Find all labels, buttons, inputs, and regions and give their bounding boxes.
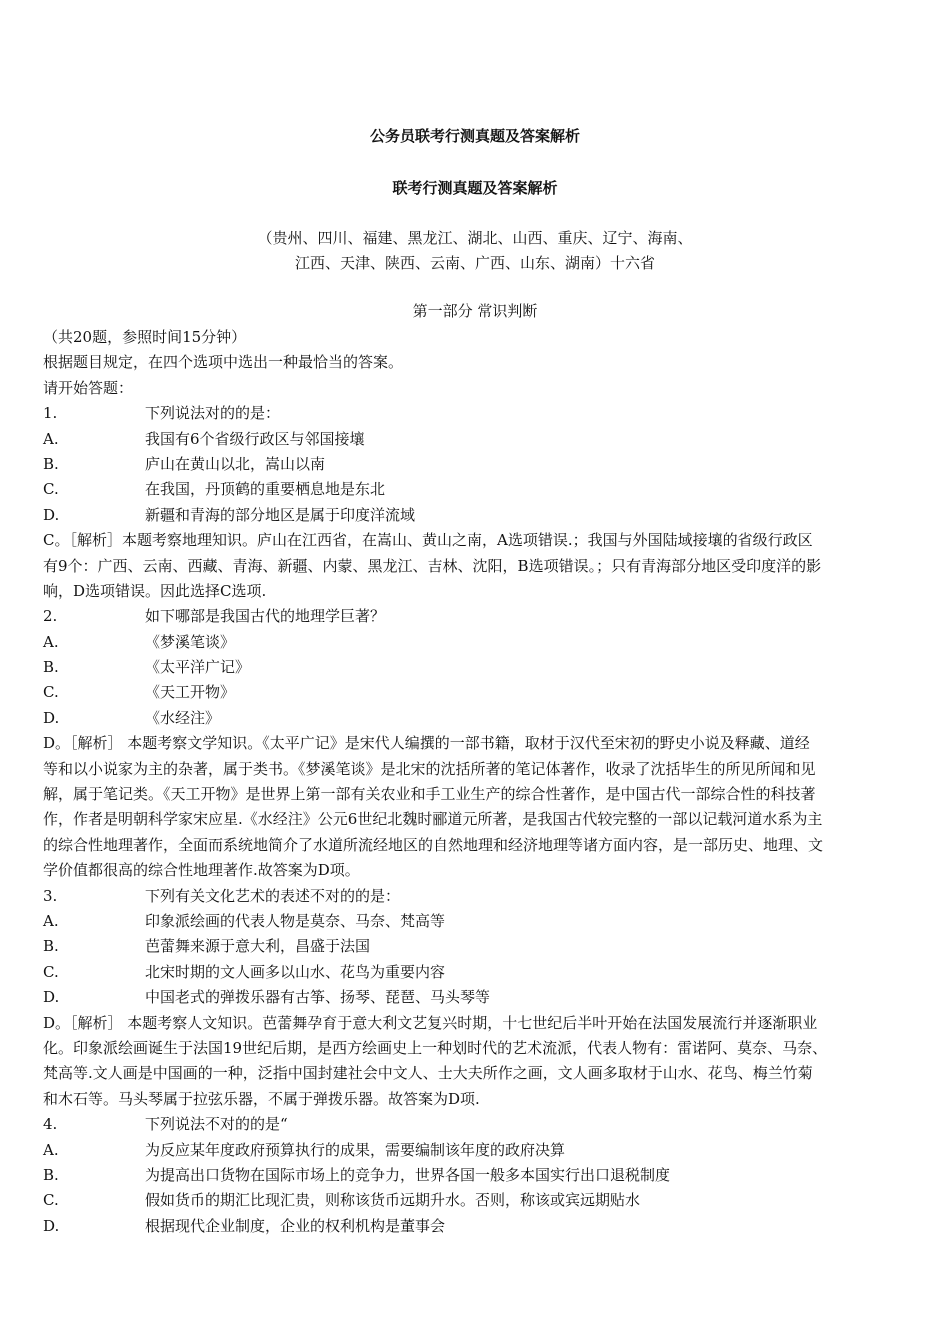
option-text: 芭蕾舞来源于意大利，昌盛于法国 — [145, 937, 371, 956]
option-text: 印象派绘画的代表人物是莫奈、马奈、梵高等 — [145, 911, 446, 930]
option-row — [43, 630, 913, 655]
analysis-line: 响，D选项错误。因此选择C选项. — [43, 581, 267, 600]
option-label: B. — [43, 937, 59, 956]
section-title: 第一部分 常识判断 — [412, 302, 538, 320]
question-text: 下列说法对的的是： — [145, 404, 281, 423]
option-text: 根据现代企业制度，企业的权利机构是董事会 — [145, 1216, 446, 1235]
option-label: B. — [43, 658, 59, 677]
option-text: 北宋时期的文人画多以山水、花鸟为重要内容 — [145, 962, 446, 981]
intro-line: 请开始答题： — [43, 378, 134, 397]
option-row — [43, 706, 913, 731]
question-stem — [43, 884, 913, 909]
option-label: D. — [43, 505, 60, 524]
question-stem — [43, 604, 913, 629]
option-text: 《太平洋广记》 — [145, 658, 251, 677]
option-row — [43, 1163, 913, 1188]
option-row — [43, 934, 913, 959]
analysis-line: C。［解析］本题考察地理知识。庐山在江西省，在嵩山、黄山之南，A选项错误.；我国与外国陆域接壤的省级行政区 — [43, 531, 813, 550]
option-row — [43, 503, 913, 528]
option-text: 假如货币的期汇比现汇贵，则称该货币远期升水。否则，称该或宾远期贴水 — [145, 1191, 641, 1210]
analysis-line: 等和以小说家为主的杂著，属于类书。《梦溪笔谈》是北宋的沈括所著的笔记体著作，收录了沈括毕生的所见所闻和见 — [43, 759, 816, 778]
option-text: 我国有6个省级行政区与邻国接壤 — [145, 429, 365, 448]
option-row — [43, 1138, 913, 1163]
intro-line: （共20题，参照时间15分钟） — [43, 328, 247, 346]
option-label: A. — [43, 911, 59, 930]
option-row — [43, 1188, 913, 1213]
option-label: D. — [43, 1216, 60, 1235]
option-text: 为反应某年度政府预算执行的成果，需要编制该年度的政府决算 — [145, 1140, 566, 1159]
analysis-line: 解，属于笔记类。《天工开物》是世界上第一部有关农业和手工业生产的综合性著作，是中国古代一部综合性的科技著 — [43, 785, 816, 804]
option-text: 《天工开物》 — [145, 683, 236, 702]
option-text: 《梦溪笔谈》 — [145, 632, 236, 651]
analysis-line: 和木石等。马头琴属于拉弦乐器，不属于弹拨乐器。故答案为D项. — [43, 1089, 480, 1108]
question-number: 2. — [43, 607, 58, 626]
option-text: 中国老式的弹拨乐器有古筝、扬琴、琵琶、马头琴等 — [145, 988, 491, 1007]
option-row — [43, 960, 913, 985]
option-text: 新疆和青海的部分地区是属于印度洋流域 — [145, 505, 416, 524]
analysis-line: 梵高等.文人画是中国画的一种，泛指中国封建社会中文人、士大夫所作之画，文人画多取材于山水、花鸟、梅兰竹菊 — [43, 1064, 813, 1083]
question-stem — [43, 1112, 913, 1137]
option-label: A. — [43, 632, 59, 651]
option-label: A. — [43, 429, 59, 448]
option-text: 为提高出口货物在国际市场上的竞争力，世界各国一般多本国实行出口退税制度 — [145, 1165, 671, 1184]
option-label: A. — [43, 1140, 59, 1159]
option-row — [43, 985, 913, 1010]
provinces-note — [0, 226, 950, 276]
option-label: D. — [43, 708, 60, 727]
analysis-line: 的综合性地理著作，全面而系统地简介了水道所流经地区的自然地理和经济地理等诸方面内容，是一部历史、地理、文 — [43, 835, 824, 854]
provinces-line-2: 江西、天津、陕西、云南、广西、山东、湖南）十六省 — [294, 254, 655, 272]
document-subtitle: 联考行测真题及答案解析 — [392, 179, 558, 197]
option-label: D. — [43, 988, 60, 1007]
option-row — [43, 477, 913, 502]
question-text: 下列有关文化艺术的表述不对的的是： — [145, 886, 401, 905]
question-stem — [43, 401, 913, 426]
option-label: C. — [43, 962, 59, 981]
analysis-line: 学价值都很高的综合性地理著作.故答案为D项。 — [43, 861, 360, 880]
question-number: 3. — [43, 886, 58, 905]
document-title: 公务员联考行测真题及答案解析 — [369, 127, 580, 145]
analysis-line: D。［解析］ 本题考察文学知识。《太平广记》是宋代人编撰的一部书籍，取材于汉代至宋初的野史小说及释藏、道经 — [43, 734, 810, 753]
question-text: 如下哪部是我国古代的地理学巨著？ — [145, 607, 386, 626]
document-body — [43, 325, 913, 1239]
provinces-line-1: （贵州、四川、福建、黑龙江、湖北、山西、重庆、辽宁、海南、 — [257, 229, 693, 247]
option-row — [43, 452, 913, 477]
option-row — [43, 427, 913, 452]
option-label: B. — [43, 454, 59, 473]
option-label: C. — [43, 1191, 59, 1210]
question-number: 1. — [43, 404, 58, 423]
question-number: 4. — [43, 1115, 58, 1134]
option-row — [43, 1214, 913, 1239]
analysis-line: 作，作者是明朝科学家宋应星.《水经注》公元6世纪北魏时郦道元所著，是我国古代较完整的一部以记载河道水系为主 — [43, 810, 823, 829]
analysis-line: 有9个：广西、云南、西藏、青海、新疆、内蒙、黑龙江、吉林、沈阳，B选项错误。；只有青海部分地区受印度洋的影 — [43, 556, 822, 575]
analysis-line: D。［解析］ 本题考察人文知识。芭蕾舞孕育于意大利文艺复兴时期，十七世纪后半叶开始在法国发展流行并逐渐职业 — [43, 1013, 818, 1032]
analysis-line: 化。印象派绘画诞生于法国19世纪后期，是西方绘画史上一种划时代的艺术流派，代表人物有：雷诺阿、莫奈、马奈、 — [43, 1038, 828, 1057]
option-text: 《水经注》 — [145, 708, 221, 727]
option-text: 庐山在黄山以北，嵩山以南 — [145, 454, 326, 473]
option-row — [43, 655, 913, 680]
option-label: B. — [43, 1165, 59, 1184]
option-row — [43, 909, 913, 934]
option-label: C. — [43, 683, 59, 702]
option-row — [43, 680, 913, 705]
question-text: 下列说法不对的的是“ — [145, 1115, 288, 1134]
intro-line: 根据题目规定，在四个选项中选出一种最恰当的答案。 — [43, 353, 404, 372]
option-label: C. — [43, 480, 59, 499]
option-text: 在我国，丹顶鹤的重要栖息地是东北 — [145, 480, 386, 499]
